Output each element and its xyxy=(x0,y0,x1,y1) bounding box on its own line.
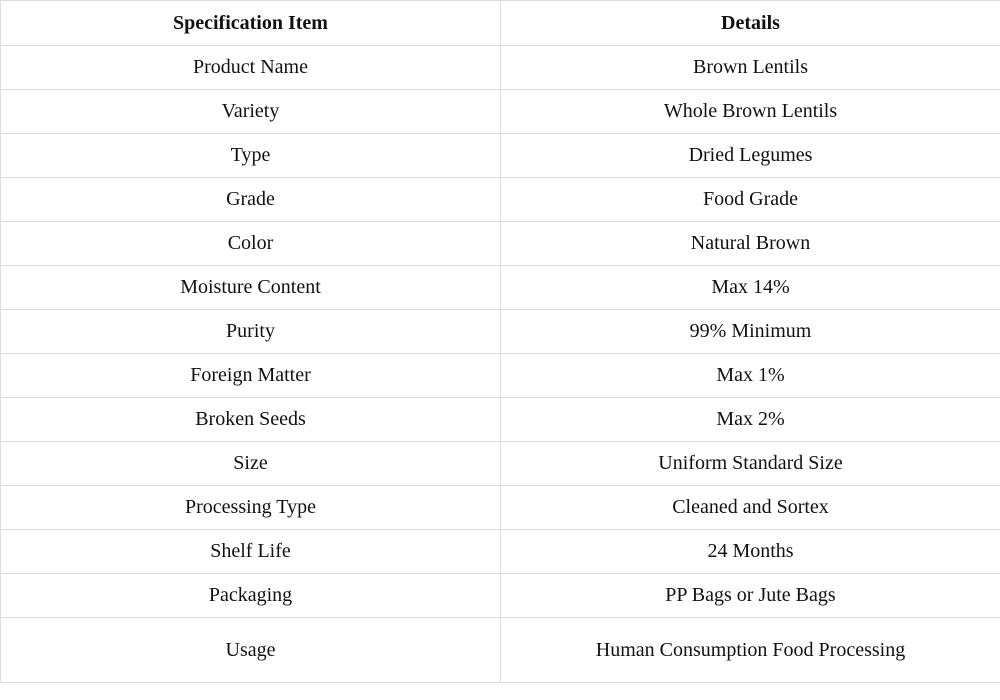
spec-detail-cell: Natural Brown xyxy=(501,222,1000,266)
table-row xyxy=(1,486,1000,530)
table-row xyxy=(1,222,1000,266)
spec-detail-cell: Uniform Standard Size xyxy=(501,442,1000,486)
spec-detail-cell: Whole Brown Lentils xyxy=(501,90,1000,134)
spec-detail-cell: Dried Legumes xyxy=(501,134,1000,178)
table-row xyxy=(1,442,1000,486)
spec-item-cell: Color xyxy=(1,222,501,266)
spec-detail-cell: Max 2% xyxy=(501,398,1000,442)
spec-detail-cell: Max 14% xyxy=(501,266,1000,310)
spec-item-cell: Type xyxy=(1,134,501,178)
table-row xyxy=(1,310,1000,354)
spec-item-cell: Purity xyxy=(1,310,501,354)
spec-item-cell: Shelf Life xyxy=(1,530,501,574)
spec-item-cell: Processing Type xyxy=(1,486,501,530)
header-specification-item: Specification Item xyxy=(1,1,501,46)
spec-item-cell: Size xyxy=(1,442,501,486)
table-row xyxy=(1,354,1000,398)
spec-item-cell: Packaging xyxy=(1,574,501,618)
spec-item-cell: Foreign Matter xyxy=(1,354,501,398)
table-row xyxy=(1,266,1000,310)
spec-item-cell: Product Name xyxy=(1,46,501,90)
spec-detail-cell: Human Consumption Food Processing xyxy=(501,618,1000,683)
table-row xyxy=(1,46,1000,90)
spec-item-cell: Grade xyxy=(1,178,501,222)
spec-detail-cell: Cleaned and Sortex xyxy=(501,486,1000,530)
table-header-row xyxy=(1,1,1000,46)
spec-detail-cell: 99% Minimum xyxy=(501,310,1000,354)
spec-item-cell: Broken Seeds xyxy=(1,398,501,442)
table-row xyxy=(1,134,1000,178)
table-row xyxy=(1,90,1000,134)
table-row xyxy=(1,618,1000,683)
spec-item-cell: Variety xyxy=(1,90,501,134)
spec-detail-cell: 24 Months xyxy=(501,530,1000,574)
spec-detail-cell: Brown Lentils xyxy=(501,46,1000,90)
table-row xyxy=(1,178,1000,222)
table-row xyxy=(1,574,1000,618)
spec-detail-cell: PP Bags or Jute Bags xyxy=(501,574,1000,618)
spec-detail-cell: Food Grade xyxy=(501,178,1000,222)
spec-item-cell: Usage xyxy=(1,618,501,683)
spec-detail-cell: Max 1% xyxy=(501,354,1000,398)
header-details: Details xyxy=(501,1,1000,46)
table-row xyxy=(1,398,1000,442)
spec-item-cell: Moisture Content xyxy=(1,266,501,310)
table-row xyxy=(1,530,1000,574)
